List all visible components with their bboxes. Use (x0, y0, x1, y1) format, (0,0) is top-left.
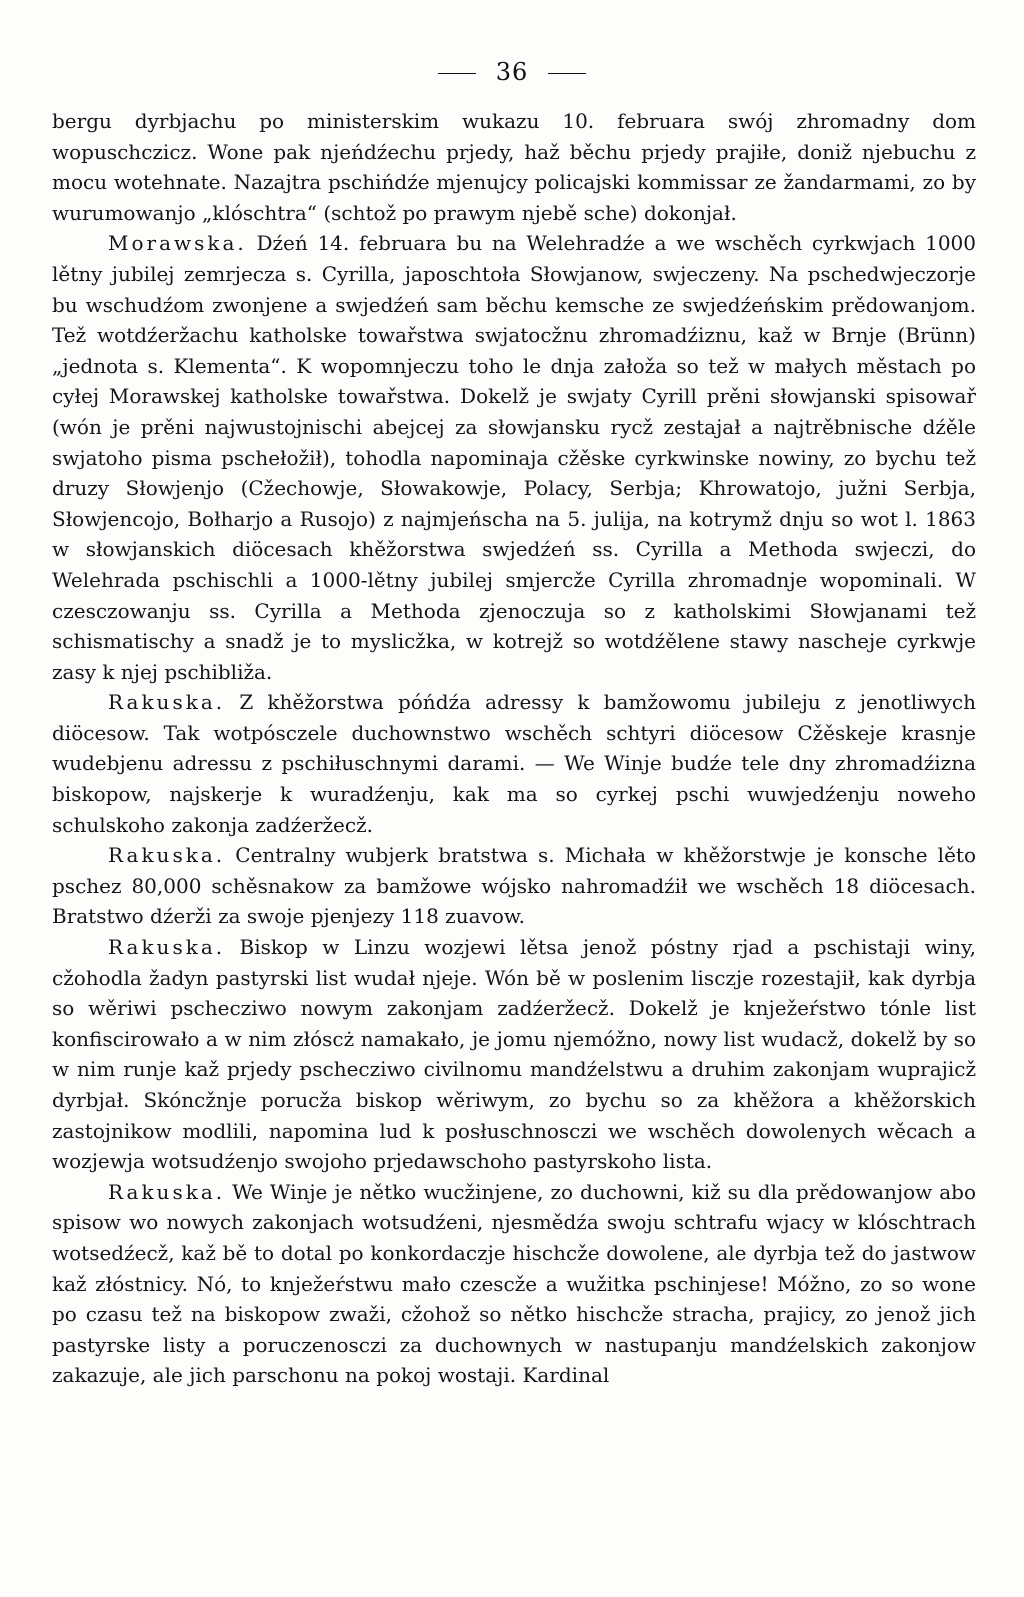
paragraph-lead: Rakuska. (108, 690, 226, 715)
paragraph-lead: Rakuska. (108, 1179, 226, 1204)
header-dash-right (548, 73, 586, 74)
page-header (0, 58, 1024, 86)
paragraph (52, 106, 976, 228)
header-dash-left (438, 73, 476, 74)
paragraph (52, 228, 976, 687)
paragraph-text: Biskop w Linzu wozjewi lětsa jenož póstny rjad a pschistaji winy, cžohodla žadyn pastyrski list wudał njeje. Wón bě w poslenim lisczje rozestajił, kak dyrbja so wěriwi pschecziwo nowym zakonjam zadźeržecž. Dokelž je knježeŕstwo tónle list konfiscirowało a w nim złóscż namakało, je jomu njemóžno, nowy list wudacž, dokelž by so w nim runje kaž prjedy pschecziwo civilnomu mandźelstwu a druhim zakonjam wuprajicž dyrbjał. Skóncžnje porucža biskop wěriwym, zo bychu so za khěžora a khěžorskich zastojnikow modlili, napomina lud k posłuschnosczi we wschěch dowolenych wěcach a wozjewja wotsudźenjo swojoho prjedawschoho pastyrskoho lista. (52, 935, 976, 1174)
page-number: 36 (495, 58, 529, 86)
paragraph-text: Dźeń 14. februara bu na Welehradźe a we wschěch cyrkwjach 1000 lětny jubilej zemrjecza s. Cyrilla, japoschtoła Słowjanow, swjeczeny. Na pschedwjeczorje bu wschudźom zwonjene a swjedźeń sam běchu kemsche ze swjedźeńskim prědowanjom. Tež wotdźeržachu katholske towařstwa swjatocžnu zhromadźiznu, kaž w Brnje (Brünn) „jednota s. Klementa“. K wopomnjeczu toho le dnja załoža so tež w małych městach po cyłej Morawskej katholske towařstwa. Dokelž je swjaty Cyrill prěni słowjanski spisowař (wón je prěni najwustojnischi abejcej za słowjansku rycž zestajał a najtrěbnische dźěle swjatoho pisma pschełožił), tohodla napominaja cžěske cyrkwinske nowiny, zo bychu tež druzy Słowjenjo (Cžechowje, Słowakowje, Polacy, Serbja; Khrowatojo, južni Serbja, Słowjencojo, Bołharjo a Rusojo) z najmjeńscha na 5. julija, na kotrymž dnju so wot l. 1863 w słowjanskich diöcesach khěžorstwa swjedźeń ss. Cyrilla a Methoda swjeczi, do Welehrada pschischli a 1000-lětny jubilej smjercže Cyrilla zhromadnje wopominali. W czesczowanju ss. Cyrilla a Methoda zjenoczuja so z katholskimi Słowjanami tež schismatischy a snadž je to myslicžka, w kotrejž so wotdźělene stawy nascheje cyrkwje zasy k njej pschibliža. (52, 231, 976, 684)
paragraph-lead: Rakuska. (108, 843, 226, 868)
paragraph-lead: Morawska. (108, 231, 247, 256)
paragraph (52, 840, 976, 932)
paragraph-lead: Rakuska. (108, 935, 226, 960)
paragraph-text: Centralny wubjerk bratstwa s. Michała w khěžorstwje je konsche lěto pschez 80,000 schěsnakow za bamžowe wójsko nahromadźił we wschěch 18 diöcesach. Bratstwo dźerži za swoje pjenjezy 118 zuavow. (52, 843, 976, 929)
paragraph-text: Z khěžorstwa póńdźa adressy k bamžowomu jubileju z jenotliwych diöcesow. Tak wotpósczele duchownstwo wschěch schtyri diöcesow Cžěskeje krasnje wudebjenu adressu z pschiłuschnymi darami. — We Winje budźe tele dny zhromadźizna biskopow, najskerje k wuradźenju, kak ma so cyrkej pschi wuwjedźenju noweho schulskoho zakonja zadźeržecž. (52, 690, 976, 837)
paragraph (52, 687, 976, 840)
paragraph (52, 1177, 976, 1391)
paragraph (52, 932, 976, 1177)
paragraph-text: We Winje je nětko wucžinjene, zo duchowni, kiž su dla prědowanjow abo spisow wo nowych zakonjach wotsudźeni, njesmědźa swoju schtrafu wjacy w klóschtrach wotsedźecž, kaž bě to dotal po konkordaczje hischcže dowolene, ale dyrbja tež do jastwow kaž złóstnicy. Nó, to knježeŕstwu mało czescže a wužitka pschinjese! Móžno, zo so wone po czasu tež na biskopow zwaži, cžohož so nětko hischcže stracha, prajicy, zo jenož jich pastyrske listy a poruczenosczi za duchownych w nastupanju mandźelskich zakonjow zakazuje, ale jich parschonu na pokoj wostaji. Kardinal (52, 1179, 976, 1388)
body-text (52, 106, 976, 1391)
paragraph-text: bergu dyrbjachu po ministerskim wukazu 10. februara swój zhromadny dom wopuschczicz. Wone pak njeńdźechu prjedy, haž běchu prjedy prajiłe, doniž njebuchu z mocu wotehnate. Nazajtra pschińdźe mjenujcy policajski kommissar ze žandarmami, zo by wurumowanjo „klóschtra“ (schtož po prawym njebě sche) dokonjał. (52, 109, 976, 225)
